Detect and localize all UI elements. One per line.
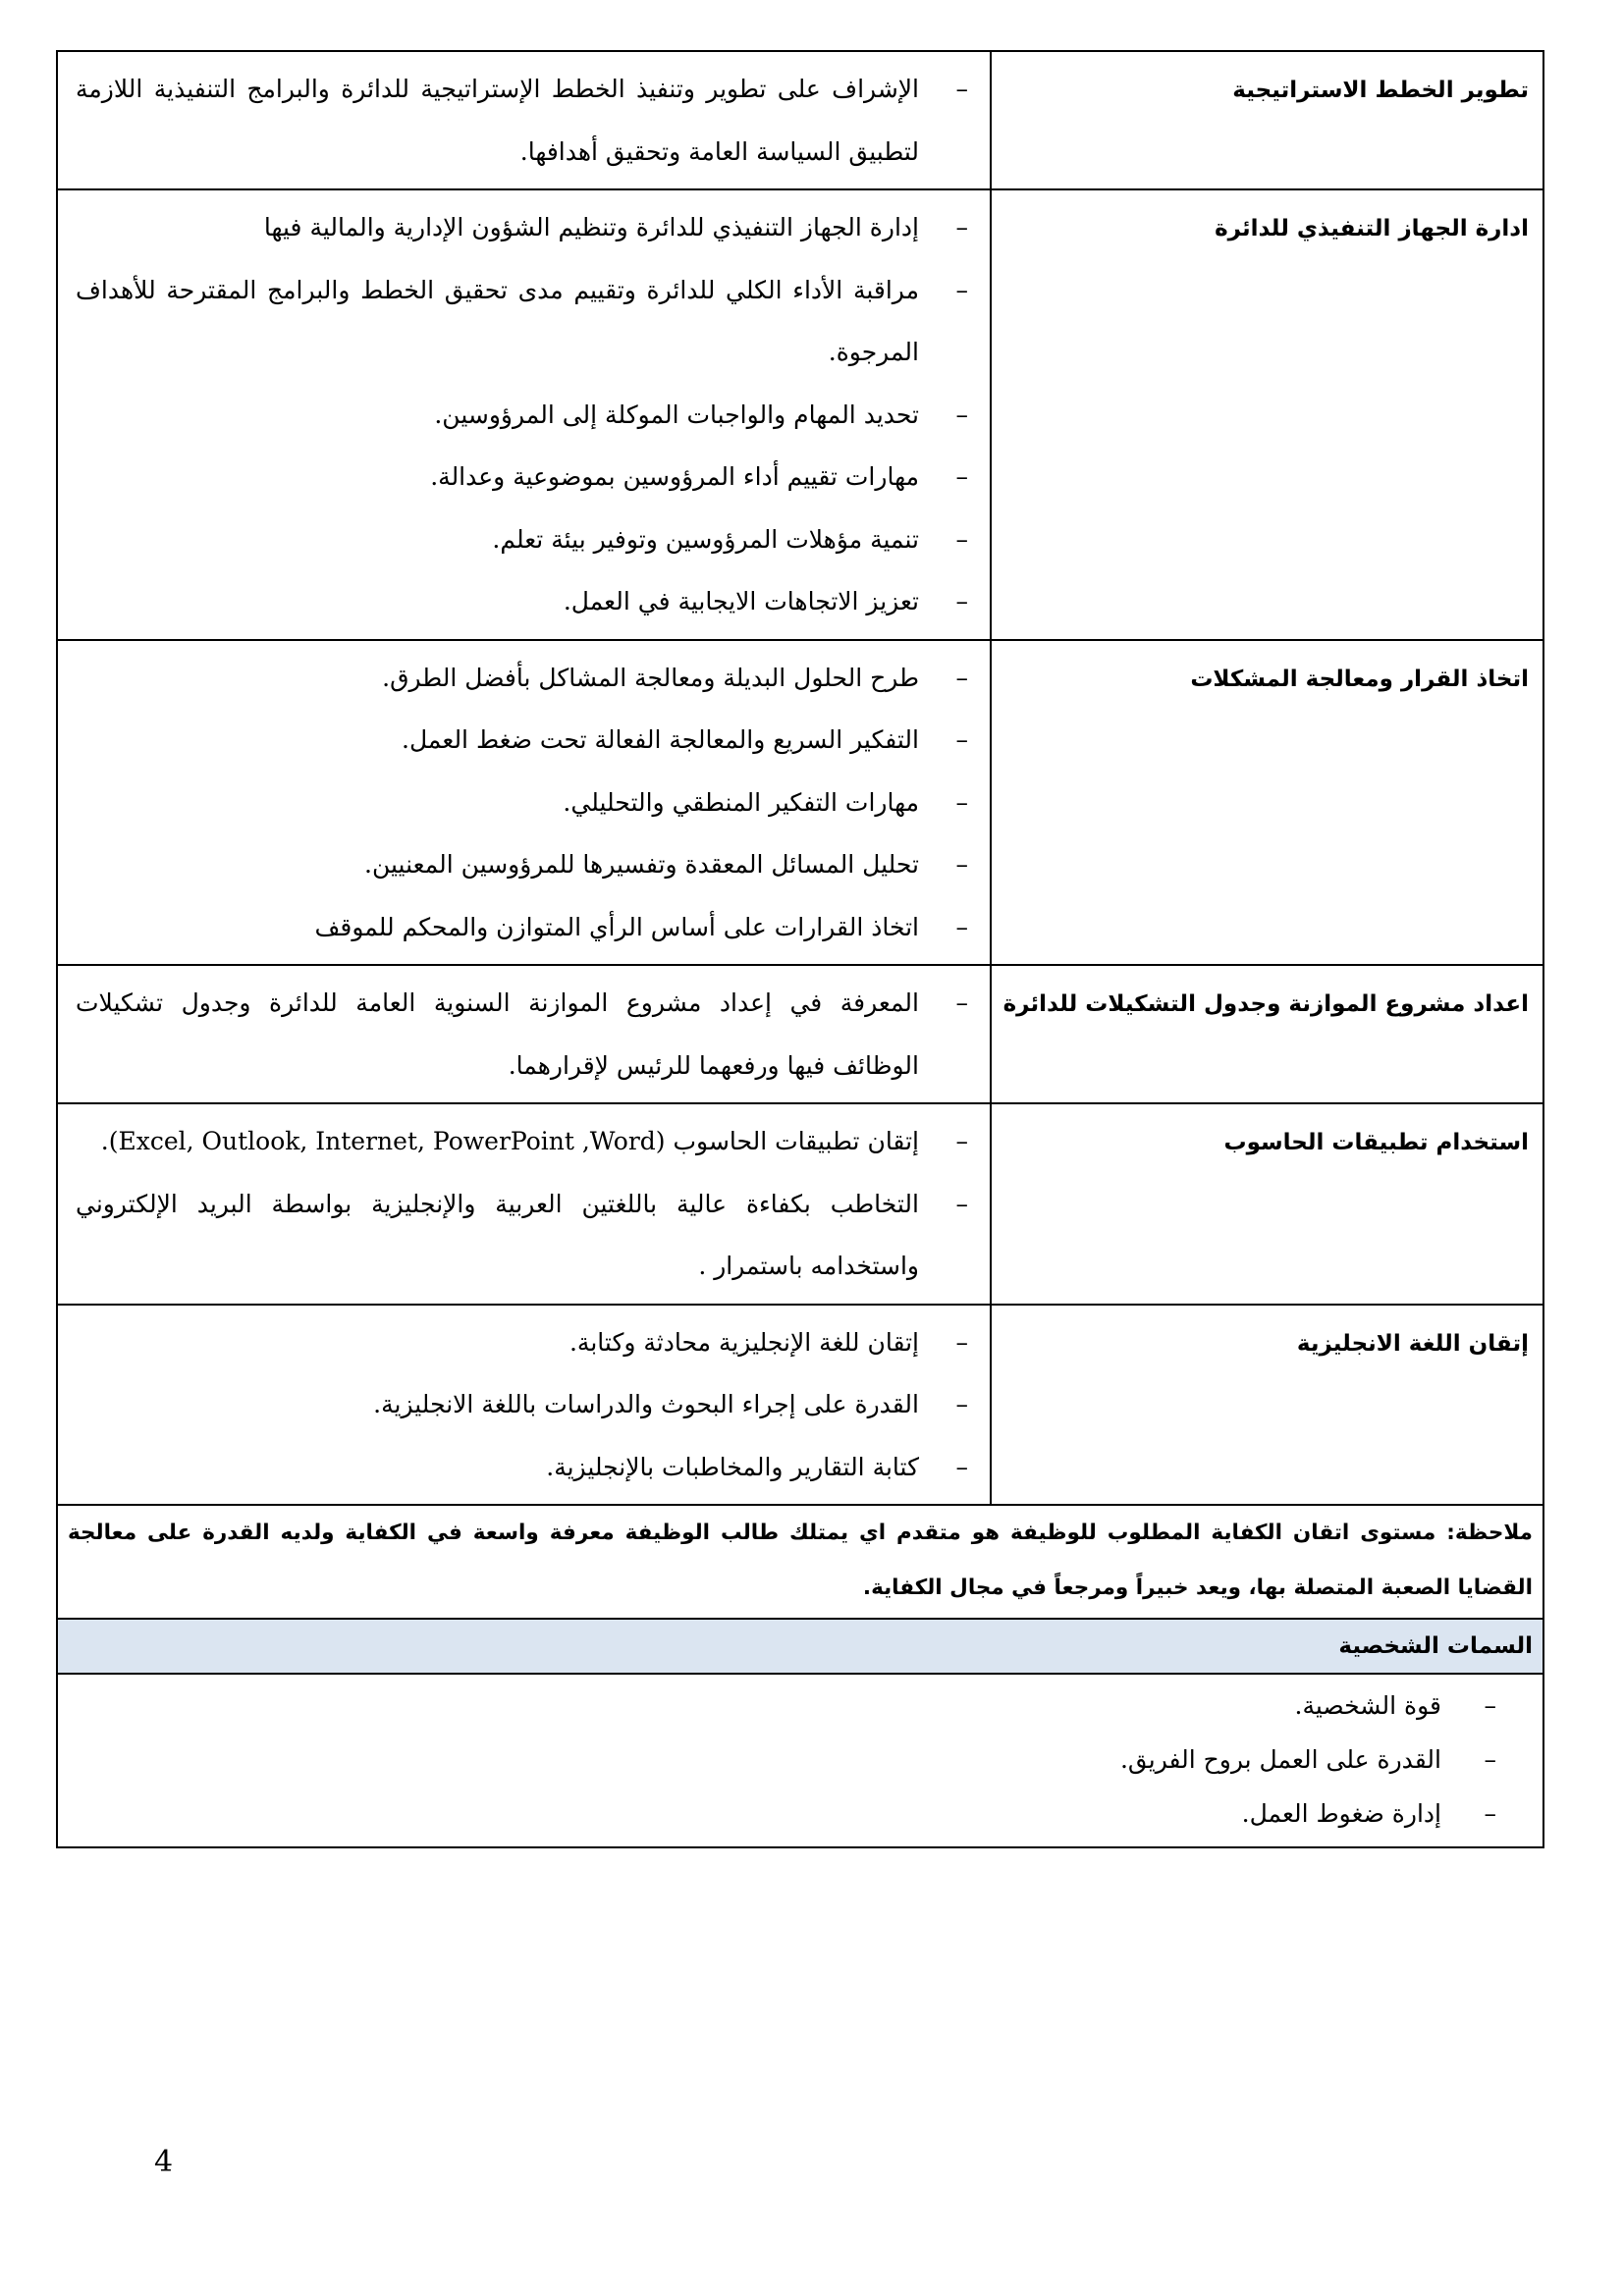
personal-traits-header-row [57,1619,1543,1674]
competency-label: اعداد مشروع الموازنة وجدول التشكيلات للدائرة [991,965,1543,1103]
competency-row [57,965,1543,1103]
competency-label: إتقان اللغة الانجليزية [991,1305,1543,1506]
list-item: – تحديد المهام والواجبات الموكلة إلى المرؤوسين. [76,384,976,447]
list-item: – كتابة التقارير والمخاطبات بالإنجليزية. [76,1436,976,1499]
competency-label: تطوير الخطط الاستراتيجية [991,51,1543,189]
list-item: – التخاطب بكفاءة عالية باللغتين العربية والإنجليزية بواسطة البريد الإلكتروني واستخدامه باستمرار . [76,1173,976,1298]
personal-traits-row [57,1674,1543,1847]
competency-label: ادارة الجهاز التنفيذي للدائرة [991,189,1543,640]
competency-row [57,1305,1543,1506]
list-item: – طرح الحلول البديلة ومعالجة المشاكل بأفضل الطرق. [76,647,976,710]
list-item: – إدارة الجهاز التنفيذي للدائرة وتنظيم الشؤون الإدارية والمالية فيها [76,196,976,259]
list-item: – القدرة على إجراء البحوث والدراسات باللغة الانجليزية. [76,1373,976,1436]
competency-items [57,640,991,966]
list-item: – مهارات التفكير المنطقي والتحليلي. [76,772,976,834]
competency-items [57,51,991,189]
competency-row [57,51,1543,189]
list-item: – تحليل المسائل المعقدة وتفسيرها للمرؤوسين المعنيين. [76,833,976,896]
competencies-table [56,50,1544,1848]
list-item: – الإشراف على تطوير وتنفيذ الخطط الإستراتيجية للدائرة والبرامج التنفيذية اللازمة لتطبيق السياسة العامة وتحقيق أهدافها. [76,58,976,183]
list-item: – التفكير السريع والمعالجة الفعالة تحت ضغط العمل. [76,709,976,772]
note-row [57,1505,1543,1619]
list-item: – المعرفة في إعداد مشروع الموازنة السنوية العامة للدائرة وجدول تشكيلات الوظائف فيها ورفعهما للرئيس لإقرارهما. [76,972,976,1096]
list-item: – مراقبة الأداء الكلي للدائرة وتقييم مدى تحقيق الخطط والبرامج المقترحة للأهداف المرجوة. [76,259,976,384]
competency-row [57,640,1543,966]
competency-items [57,189,991,640]
competency-row [57,189,1543,640]
competency-label: استخدام تطبيقات الحاسوب [991,1103,1543,1305]
competency-items [57,965,991,1103]
list-item: – إدارة ضغوط العمل. [68,1787,1533,1841]
competency-row [57,1103,1543,1305]
list-item: – تنمية مؤهلات المرؤوسين وتوفير بيئة تعلم. [76,508,976,571]
list-item: – تعزيز الاتجاهات الايجابية في العمل. [76,570,976,633]
personal-traits-heading: السمات الشخصية [57,1619,1543,1674]
list-item: – مهارات تقييم أداء المرؤوسين بموضوعية وعدالة. [76,446,976,508]
competency-items [57,1305,991,1506]
list-item: – اتخاذ القرارات على أساس الرأي المتوازن والمحكم للموقف [76,896,976,959]
competency-note: ملاحظة: مستوى اتقان الكفاية المطلوب للوظيفة هو متقدم اي يمتلك طالب الوظيفة معرفة واسعة في الكفاية ولديه القدرة على معالجة القضايا الصعبة المتصلة بها، ويعد خبيراً ومرجعاً في مجال الكفاية. [57,1505,1543,1619]
list-item: – إتقان للغة الإنجليزية محادثة وكتابة. [76,1311,976,1374]
document-page [56,50,1544,1848]
list-item: – إتقان تطبيقات الحاسوب (Excel, Outlook, Internet, PowerPoint ,Word). [76,1110,976,1173]
list-item: – القدرة على العمل بروح الفريق. [68,1733,1533,1787]
list-item: – قوة الشخصية. [68,1679,1533,1733]
personal-traits-items [57,1674,1543,1847]
competency-items [57,1103,991,1305]
page-number: 4 [154,2145,174,2179]
competency-label: اتخاذ القرار ومعالجة المشكلات [991,640,1543,966]
